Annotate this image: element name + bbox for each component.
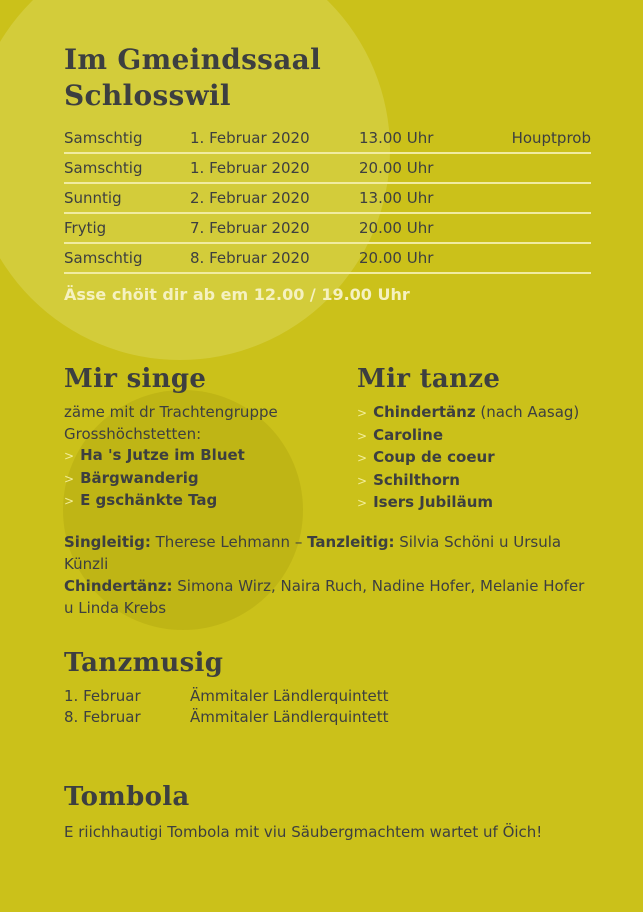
arrow-icon: > — [64, 449, 75, 463]
schedule-time: 20.00 Uhr — [359, 249, 434, 267]
arrow-icon: > — [64, 471, 75, 486]
venue-line-2: Schlosswil — [64, 79, 231, 112]
schedule-date: 8. Februar 2020 — [190, 249, 310, 267]
list-item — [64, 445, 324, 468]
arrow-icon: > — [357, 496, 368, 510]
schedule-date: 1. Februar 2020 — [190, 129, 310, 147]
list-item — [357, 402, 617, 425]
schedule-date: 1. Februar 2020 — [190, 159, 310, 177]
tanzmusig-band: Ämmitaler Ländlerquintett — [190, 687, 389, 705]
tanzmusig-date: 1. Februar — [64, 687, 141, 705]
schedule-date: 2. Februar 2020 — [190, 189, 310, 207]
dance-note: (nach Aasag) — [475, 403, 580, 421]
song-title: Bärgwanderig — [80, 468, 199, 487]
schedule-table — [64, 124, 591, 274]
sing-leader-label: Singleitig: — [64, 533, 151, 551]
venue-heading — [64, 42, 321, 114]
tanzmusig-date: 8. Februar — [64, 708, 141, 726]
list-item — [357, 425, 617, 448]
singe-intro-2: Grosshöchstetten: — [64, 424, 202, 443]
kids-dance-value: Simona Wirz, Naira Ruch, Nadine Hofer, Melanie Hofer u Linda Krebs — [64, 577, 585, 617]
schedule-row — [64, 124, 591, 154]
sing-leader-value: Therese Lehmann – — [150, 533, 308, 551]
schedule-row — [64, 214, 591, 244]
schedule-day: Frytig — [64, 219, 107, 237]
kids-dance-label: Chindertänz: — [64, 577, 173, 595]
arrow-icon: > — [357, 406, 368, 420]
schedule-time: 13.00 Uhr — [359, 129, 434, 147]
credits — [64, 531, 591, 619]
arrow-icon: > — [357, 428, 368, 443]
tombola-heading: Tombola — [64, 782, 190, 812]
schedule-time: 20.00 Uhr — [359, 219, 434, 237]
dance-title: Coup de coeur — [373, 448, 495, 466]
tombola-section — [64, 780, 591, 843]
list-item — [357, 470, 617, 493]
list-item — [357, 492, 617, 515]
meal-info: Ässe chöit dir ab em 12.00 / 19.00 Uhr — [64, 285, 410, 304]
tanze-section — [357, 362, 617, 515]
dance-title: Chindertänz — [373, 403, 476, 421]
dance-title: Schilthorn — [373, 470, 460, 489]
schedule-day: Samschtig — [64, 159, 143, 177]
arrow-icon: > — [64, 494, 75, 508]
list-item — [64, 490, 324, 513]
dance-list — [357, 402, 617, 515]
schedule-time: 20.00 Uhr — [359, 159, 434, 177]
tanze-heading: Mir tanze — [357, 364, 501, 394]
schedule-row — [64, 184, 591, 214]
singe-intro-1: zäme mit dr Trachtengruppe — [64, 403, 278, 421]
schedule-day: Sunntig — [64, 189, 122, 207]
venue-line-1: Im Gmeindssaal — [64, 43, 322, 76]
schedule-date: 7. Februar 2020 — [190, 219, 310, 237]
schedule-row — [64, 244, 591, 274]
tombola-text: E riichhautigi Tombola mit viu Säubergmachtem wartet uf Öich! — [64, 823, 543, 841]
tanzmusig-section — [64, 646, 464, 728]
song-title: Ha 's Jutze im Bluet — [80, 446, 245, 464]
dance-title: Isers Jubiläum — [373, 493, 494, 511]
dance-leader-label: Tanzleitig: — [307, 533, 395, 551]
dance-leader-value: Silvia Schöni u Ursula Künzli — [64, 533, 562, 573]
dance-title: Caroline — [373, 425, 444, 444]
schedule-time: 13.00 Uhr — [359, 189, 434, 207]
song-title: E gschänkte Tag — [80, 491, 218, 509]
tanzmusig-row — [64, 686, 464, 707]
tanzmusig-heading: Tanzmusig — [64, 648, 224, 678]
singe-heading: Mir singe — [64, 364, 207, 394]
arrow-icon: > — [357, 473, 368, 488]
tanzmusig-band: Ämmitaler Ländlerquintett — [190, 708, 389, 726]
arrow-icon: > — [357, 451, 368, 465]
singe-section — [64, 362, 324, 513]
schedule-note: Houptprob — [511, 129, 591, 147]
tanzmusig-row — [64, 707, 464, 728]
song-list — [64, 445, 324, 513]
list-item — [64, 468, 324, 491]
schedule-row — [64, 154, 591, 184]
schedule-day: Samschtig — [64, 249, 143, 267]
schedule-day: Samschtig — [64, 129, 143, 147]
list-item — [357, 447, 617, 470]
